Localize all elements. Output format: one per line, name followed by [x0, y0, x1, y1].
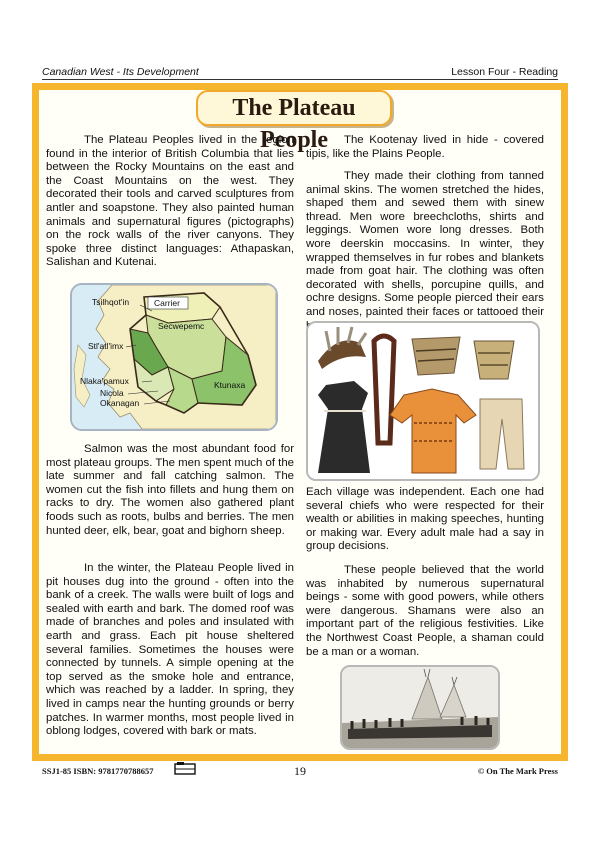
page-header [42, 66, 558, 80]
artifacts-illustration [308, 323, 538, 479]
village-photo [340, 665, 500, 750]
footer-publisher: © On The Mark Press [477, 766, 558, 776]
header-series-title: Canadian West - Its Development [42, 66, 199, 78]
map-label-ktunaxa: Ktunaxa [214, 380, 246, 390]
map-label-nlakapamux: Nlaka'pamux [80, 376, 129, 386]
map-label-nicola: Nicola [100, 388, 124, 398]
map-label-carrier: Carrier [154, 298, 180, 308]
dress-shape [318, 381, 370, 473]
footer-page-number: 19 [294, 764, 306, 778]
map-label-stlatlimx: Stl'atl'imx [88, 341, 124, 351]
village-illustration [342, 667, 498, 748]
map-label-secwepemc: Secwepemc [158, 321, 205, 331]
page-footer [42, 766, 558, 780]
right-paragraph-1: The Kootenay lived in hide - covered tipis, like the Plains People. [306, 134, 544, 160]
page-title: The Plateau People [196, 90, 392, 126]
right-paragraph-2: They made their clothing from tanned animal skins. The women stretched the hides, shaped them and sewed them with sinew thread. Men wore breechcloths, shirts and leggings. Women wore long dresses. Both wore deerskin moccasins. In winter, they wrapped themselves in fur robes and blankets made from goat hair. The clothing was often decorated with shells, porcupine quills, and ochre designs. Some people pierced their ears and noses, painted their faces or tattooed their [306, 170, 544, 318]
plateau-map [70, 283, 278, 431]
basket-shape [412, 337, 460, 375]
footer-isbn: SSJ1-85 ISBN: 9781770788657 [42, 766, 154, 776]
right-paragraph-4: These people believed that the world was inhabited by numerous supernatural beings - some with good powers, while others were dangerous. Shamans were also an important part of the religious festivities. Like the Northwest Coast People, a shaman could be a man or a woman. [306, 564, 544, 658]
basket-shape [474, 341, 514, 379]
header-lesson-label: Lesson Four - Reading [451, 66, 558, 78]
clothing-artifacts-photo [306, 321, 540, 481]
header-rule [42, 79, 558, 80]
map-label-tsilhqotin: Tsilhqot'in [92, 297, 130, 307]
left-paragraph-1: The Plateau Peoples lived in the region found in the interior of British Columbia that lies between the Rocky Mountains on the east and the Coast Mountains on the west. They decorated their tools and carved sculptures from antler and soapstone. They also painted human animals and supernatural figures (pictographs) on the rock walls of the river canyons. They spoke three distinct languages: Athapaskan, Salishan and Kutenai. [46, 134, 294, 269]
left-paragraph-2: Salmon was the most abundant food for most plateau groups. The men spent much of the late summer and fall catching salmon. The women cut the fish into fillets and hung them on racks to dry. The women also gathered plant foods such as roots, bulbs and berries. The men hunted deer, elk, bear, goat and bighorn sheep. [46, 443, 294, 537]
map-graphic [72, 285, 276, 429]
left-paragraph-3: In the winter, the Plateau People lived in pit houses dug into the ground - often into the bank of a creek. The walls were built of logs and sealed with earth and bark. The domed roof was made of branches and poles and insulated with earth and grass. Each pit house sheltered several families. Sometimes the houses were connected by tunnels. A simple opening at the top served as the smoke hole and entrance, which was reached by a ladder. In spring, they lived in camps near the hunting grounds or berry patches. In warmer months, most people lived in oblong lodges, covered with bark or mats. [46, 562, 294, 738]
right-paragraph-3: Each village was independent. Each one had several chiefs who were respected for their wealth or abilities in making speeches, hunting or making war. Every adult male had a say in group decisions. [306, 486, 544, 553]
map-label-okanagan: Okanagan [100, 398, 140, 408]
